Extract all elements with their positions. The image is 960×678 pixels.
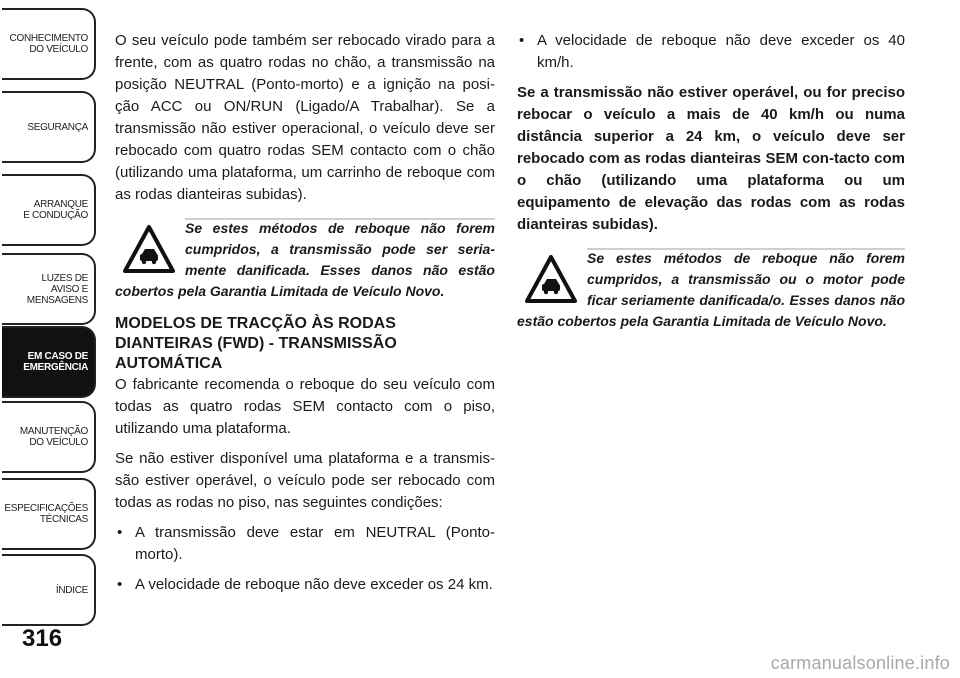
list-item: • A velocidade de reboque não deve exceder os 24 km. bbox=[115, 574, 495, 596]
chapter-tab[interactable] bbox=[2, 8, 96, 80]
chapter-tab-label: ARRANQUE bbox=[33, 199, 88, 210]
chapter-tab-label: EMERGÊNCIA bbox=[23, 362, 88, 373]
chapter-tab-label: ESPECIFICAÇÕES bbox=[4, 503, 88, 514]
paragraph-platform: O fabricante recomenda o reboque do seu veículo com todas as quatro rodas SEM contacto com o piso, utilizando uma plataforma. bbox=[115, 376, 495, 437]
chapter-tab-label: TÉCNICAS bbox=[39, 514, 88, 525]
list-item: • A transmissão deve estar em NEUTRAL (Ponto-morto). bbox=[115, 522, 495, 566]
chapter-tab-label: ÍNDICE bbox=[55, 584, 88, 596]
warning-triangle-icon bbox=[525, 254, 577, 304]
chapter-tab-label: E CONDUÇÃO bbox=[23, 210, 88, 221]
bold-paragraph: Se a transmissão não estiver operável, ou for preciso rebocar o veículo a mais de 40 km/h ou numa distância superior a 24 km, o veículo deve ser rebocado com as rodas dianteiras SEM con-tacto com o chão (utilizando uma plataforma ou um equipamento de elevação das rodas com as rodas dianteiras subidas). bbox=[517, 84, 905, 233]
chapter-tab[interactable] bbox=[2, 401, 96, 473]
chapter-tab-label: MENSAGENS bbox=[26, 294, 88, 306]
chapter-tab[interactable] bbox=[2, 91, 96, 163]
warning-rule bbox=[587, 248, 905, 250]
chapter-tab[interactable] bbox=[2, 478, 96, 550]
page-number: 316 bbox=[22, 625, 63, 652]
chapter-tab-label: LUZES DE bbox=[41, 272, 88, 284]
chapter-tab[interactable] bbox=[2, 174, 96, 246]
chapter-tab-label: EM CASO DE bbox=[27, 351, 88, 362]
left-column bbox=[115, 30, 495, 604]
warning-triangle-icon bbox=[123, 224, 175, 274]
paragraph-conditions: Se não estiver disponível uma plataforma e a transmis-são estiver operável, o veículo pode ser rebocado com todas as rodas no piso, nas seguintes condições: bbox=[115, 450, 495, 511]
chapter-tab-label: SEGURANÇA bbox=[27, 121, 88, 133]
intro-paragraph: O seu veículo pode também ser rebocado virado para a frente, com as quatro rodas no chão, a transmissão na posição NEUTRAL (Ponto-morto) e a ignição na posi-ção ACC ou ON/RUN (Ligado/A Trabalhar). Se a transmissão não estiver operacional, o veículo deve ser rebocado com quatro rodas SEM contacto com o chão (utilizando uma plataforma, um carrinho de reboque com as rodas dianteiras subidas). bbox=[115, 32, 495, 203]
right-column bbox=[517, 30, 905, 344]
list-item: • A velocidade de reboque não deve exceder os 40 km/h. bbox=[517, 30, 905, 74]
warning-box bbox=[115, 218, 495, 302]
chapter-tab[interactable] bbox=[2, 326, 96, 398]
section-heading: MODELOS DE TRACÇÃO ÀS RODAS DIANTEIRAS (FWD) - TRANSMISSÃO AUTOMÁTICA bbox=[115, 315, 397, 372]
chapter-tab-label: DO VEÍCULO bbox=[29, 44, 88, 55]
warning-box bbox=[517, 248, 905, 332]
chapter-tab-label: MANUTENÇÃO bbox=[19, 426, 88, 437]
chapter-tab-label: AVISO E bbox=[50, 283, 88, 295]
warning-rule bbox=[185, 218, 495, 220]
chapter-tab[interactable] bbox=[2, 554, 96, 626]
watermark: carmanualsonline.info bbox=[770, 653, 950, 673]
chapter-tab-label: CONHECIMENTO bbox=[9, 33, 88, 44]
warning-text: Se estes métodos de reboque não forem cumpridos, a transmissão pode ser seria-mente danificada. Esses danos não estão cobertos pela Garantia Limitada de Veículo Novo. bbox=[115, 220, 495, 299]
chapter-tab[interactable] bbox=[2, 253, 96, 325]
warning-text: Se estes métodos de reboque não forem cumpridos, a transmissão ou o motor pode ficar seriamente danificada/o. Esses danos não estão cobertos pela Garantia Limitada de Veículo Novo. bbox=[517, 250, 905, 329]
chapter-tab-label: DO VEÍCULO bbox=[29, 437, 88, 448]
chapter-sidebar bbox=[0, 0, 98, 640]
